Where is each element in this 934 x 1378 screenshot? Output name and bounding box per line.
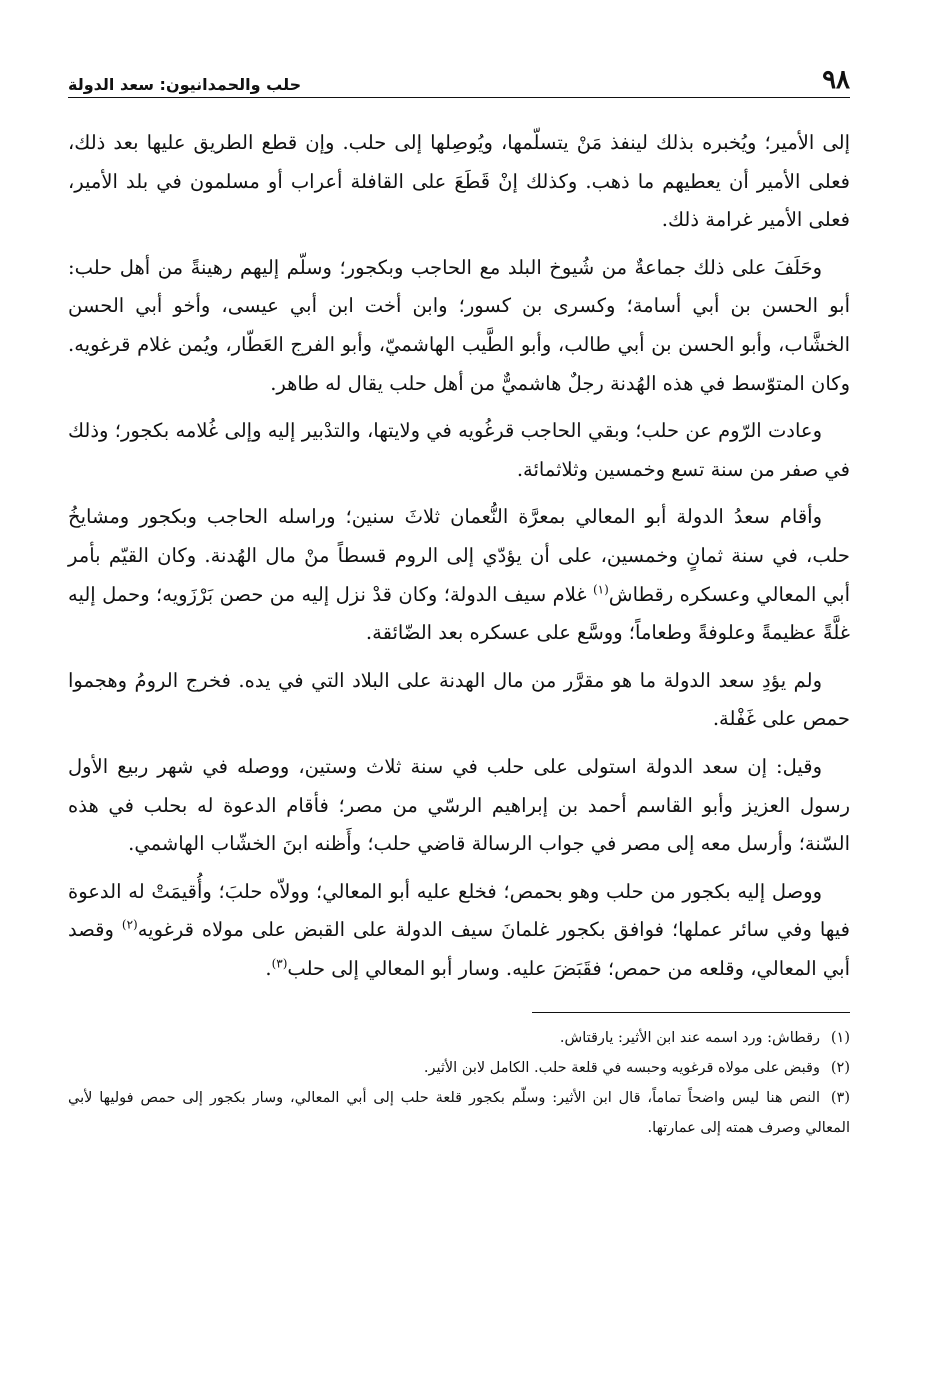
- body-text: [68, 124, 850, 988]
- footnote-2: [68, 1053, 850, 1083]
- paragraph-4: [68, 498, 850, 652]
- paragraph-3: [68, 412, 850, 489]
- paragraph-text: وأقام سعدُ الدولة أبو المعالي بمعرَّة النُّعمان ثلاثَ سنين؛ وراسله الحاجب وبكجور ومشايخُ حلب، في سنة ثمانٍ وخمسين، على أن يؤدّي إلى الروم قسطاً منْ مال الهُدنة. وكان القيّم بأمر أبي المعالي وعسكره رقطاش: [68, 505, 850, 606]
- page-number: ٩٨: [822, 65, 850, 95]
- footnote-text: النص هنا ليس واضحاً تماماً، قال ابن الأثير: وسلّم بكجور قلعة حلب إلى أبي المعالي، وسار بكجور إلى حمص فوليها لأبي المعالي وصرف همته إلى عمارتها.: [68, 1090, 850, 1137]
- paragraph-text: وعادت الرّوم عن حلب؛ وبقي الحاجب قرغُويه في ولايتها، والتدْبير إليه وإلى غُلامه بكجور؛ وذلك في صفر من سنة تسع وخمسين وثلاثمائة.: [68, 419, 850, 481]
- paragraph-2: [68, 249, 850, 403]
- footnote-divider: [532, 1012, 850, 1013]
- paragraph-text: ووصل إليه بكجور من حلب وهو بحمص؛ فخلع عليه أبو المعالي؛ وولاّه حلبَ؛ وأُقيمَتْ له الدعوة فيها وفي سائر عملها؛ فوافق بكجور غلمانَ سيف الدولة على القبض على مولاه قرغويه: [68, 879, 850, 942]
- paragraph-1: [68, 124, 850, 240]
- footnote-text: وقبض على مولاه قرغويه وحبسه في قلعة حلب. الكامل لابن الأثير.: [423, 1060, 820, 1077]
- footnote-3: [68, 1083, 850, 1143]
- footnote-reference-3[interactable]: (٣): [271, 956, 288, 971]
- running-header: [68, 50, 850, 98]
- paragraph-text: إلى الأمير؛ ويُخبره بذلك لينفذ مَنْ يتسلّمها، ويُوصِلها إلى حلب. وإن قطع الطريق عليها بعد ذلك، فعلى الأمير أن يعطيهم ما ذهب. وكذلك إنْ قَطَعَ على القافلة أعراب أو مسلمون في بلد الأمير، فعلى الأمير غرامة ذلك.: [68, 131, 850, 232]
- paragraph-text: .: [265, 956, 272, 980]
- footnote-1: [68, 1023, 850, 1053]
- paragraph-6: [68, 748, 850, 864]
- paragraph-text: وقصد أبي المعالي، وقلعه من حمص؛ فقَبَضَ عليه. وسار أبو المعالي إلى حلب: [68, 918, 850, 980]
- footnote-number: (٣): [830, 1090, 850, 1107]
- paragraph-text: غلام سيف الدولة؛ وكان قدْ نزل إليه من حصن بَرْزَويه؛ وحمل إليه غلَّةً عظيمةً وعلوفةً وطعاماً؛ ووسَّع على عسكره بعد الضّائقة.: [68, 582, 850, 645]
- book-page: [68, 50, 850, 1350]
- paragraph-text: وحَلَفَ على ذلك جماعةٌ من شُيوخ البلد مع الحاجب وبكجور؛ وسلّم إليهم رهينةً من أهل حلب: أبو الحسن بن أبي أسامة؛ وكسرى بن كسور؛ وابن أخت ابن أبي عيسى، وأخو أبي الحسن الخشَّاب، وأبو الحسن بن أبي طالب، وأبو الطَّيب الهاشميّ، وأبو الفرج العَطّار، ويُمن غلام قرغويه. وكان المتوّسط في هذه الهُدنة رجلٌ هاشميٌّ من أهل حلب يقال له طاهر.: [68, 255, 850, 395]
- paragraph-text: وقيل: إن سعد الدولة استولى على حلب في سنة ثلاث وستين، ووصله في شهر ربيع الأول رسول العزيز وأبو القاسم أحمد بن إبراهيم الرسّي من مصر؛ فأقام الدعوة له بحلب في هذه السّنة؛ وأرسل معه إلى مصر في جواب الرسالة قاضي حلب؛ وأَظنه ابنَ الخشّاب الهاشمي.: [68, 754, 850, 856]
- paragraph-5: [68, 662, 850, 739]
- paragraph-text: ولم يؤدِ سعد الدولة ما هو مقرَّر من مال الهدنة على البلاد التي في يده. فخرج الرومُ وهجموا حمص على غَفْلة.: [68, 668, 850, 731]
- footnote-reference-2[interactable]: (٢): [121, 917, 138, 932]
- footnote-text: رقطاش: ورد اسمه عند ابن الأثير: يارقتاش.: [559, 1030, 820, 1047]
- footnotes: [68, 1023, 850, 1143]
- footnote-number: (٢): [830, 1060, 850, 1077]
- running-title: حلب والحمدانيون: سعد الدولة: [68, 75, 302, 94]
- footnote-number: (١): [830, 1030, 850, 1047]
- footnote-reference-1[interactable]: (١): [592, 582, 609, 597]
- paragraph-7: [68, 873, 850, 989]
